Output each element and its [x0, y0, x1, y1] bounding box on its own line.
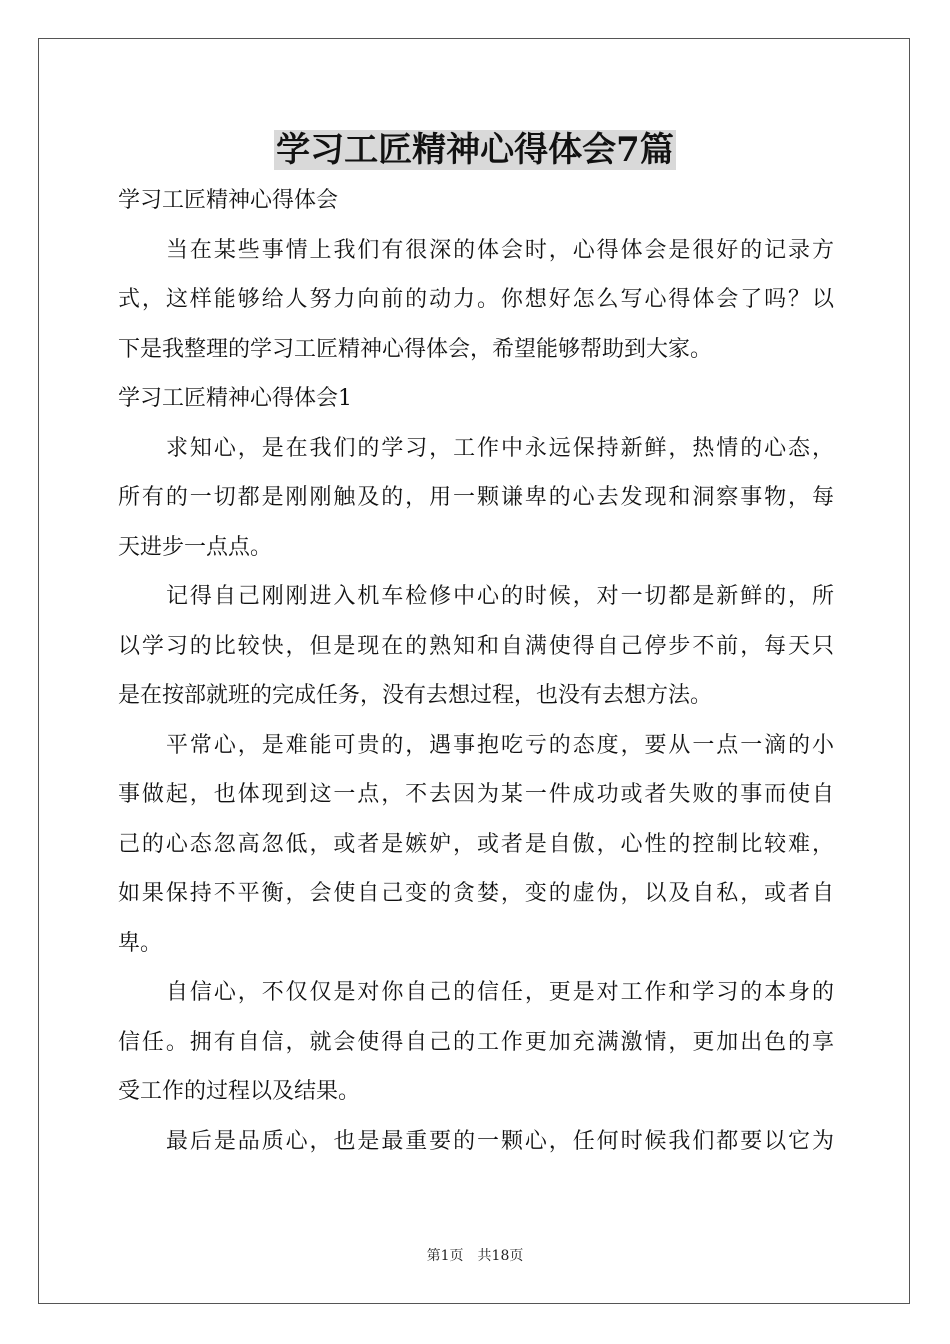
- paragraph-line: 最后是品质心，也是最重要的一颗心，任何时候我们都要以它为: [166, 1128, 834, 1154]
- paragraph-line: 求知心，是在我们的学习，工作中永远保持新鲜，热情的心态，: [166, 435, 834, 461]
- paragraph-line: 信任。拥有自信，就会使得自己的工作更加充满激情，更加出色的享: [118, 1029, 834, 1055]
- paragraph-line: 以学习的比较快，但是现在的熟知和自满使得自己停步不前，每天只: [118, 633, 834, 659]
- paragraph-1: [118, 424, 834, 573]
- paragraph-line: 如果保持不平衡，会使自己变的贪婪，变的虚伪，以及自私，或者自: [118, 881, 834, 906]
- paragraph-line: 式，这样能够给人努力向前的动力。你想好怎么写心得体会了吗？以: [118, 287, 834, 312]
- paragraph-line: 己的心态忽高忽低，或者是嫉妒，或者是自傲，心性的控制比较难，: [118, 831, 834, 857]
- paragraph-2: [118, 572, 834, 721]
- document-title: [0, 128, 950, 172]
- paragraph-line: 记得自己刚刚进入机车检修中心的时候，对一切都是新鲜的，所: [166, 584, 834, 609]
- paragraph-line: 事做起，也体现到这一点，不去因为某一件成功或者失败的事而使自: [118, 782, 834, 807]
- intro-paragraph: [118, 226, 834, 375]
- page-footer: [0, 1246, 950, 1266]
- page-number: 第1页: [426, 1248, 464, 1264]
- paragraph-line: 自信心，不仅仅是对你自己的信任，更是对工作和学习的本身的: [166, 980, 834, 1005]
- paragraph-line: 天进步一点点。: [118, 534, 273, 560]
- paragraph-line: 卑。: [118, 930, 163, 956]
- document-title-text: 学习工匠精神心得体会7篇: [276, 130, 674, 170]
- paragraph-line: 当在某些事情上我们有很深的体会时，心得体会是很好的记录方: [166, 237, 834, 263]
- document-heading: 学习工匠精神心得体会: [118, 188, 339, 213]
- paragraph-3: [118, 721, 834, 969]
- paragraph-5: [118, 1117, 834, 1167]
- page-total: 共18页: [477, 1248, 524, 1264]
- paragraph-line: 受工作的过程以及结果。: [118, 1079, 361, 1104]
- section-heading: 学习工匠精神心得体会1: [118, 386, 352, 411]
- paragraph-4: [118, 968, 834, 1117]
- paragraph-line: 所有的一切都是刚刚触及的，用一颗谦卑的心去发现和洞察事物，每: [118, 485, 834, 510]
- document-body: [118, 176, 834, 1166]
- paragraph-line: 平常心，是难能可贵的，遇事抱吃亏的态度，要从一点一滴的小: [166, 732, 834, 758]
- paragraph-line: 是在按部就班的完成任务，没有去想过程，也没有去想方法。: [118, 683, 713, 708]
- paragraph-line: 下是我整理的学习工匠精神心得体会，希望能够帮助到大家。: [118, 336, 713, 362]
